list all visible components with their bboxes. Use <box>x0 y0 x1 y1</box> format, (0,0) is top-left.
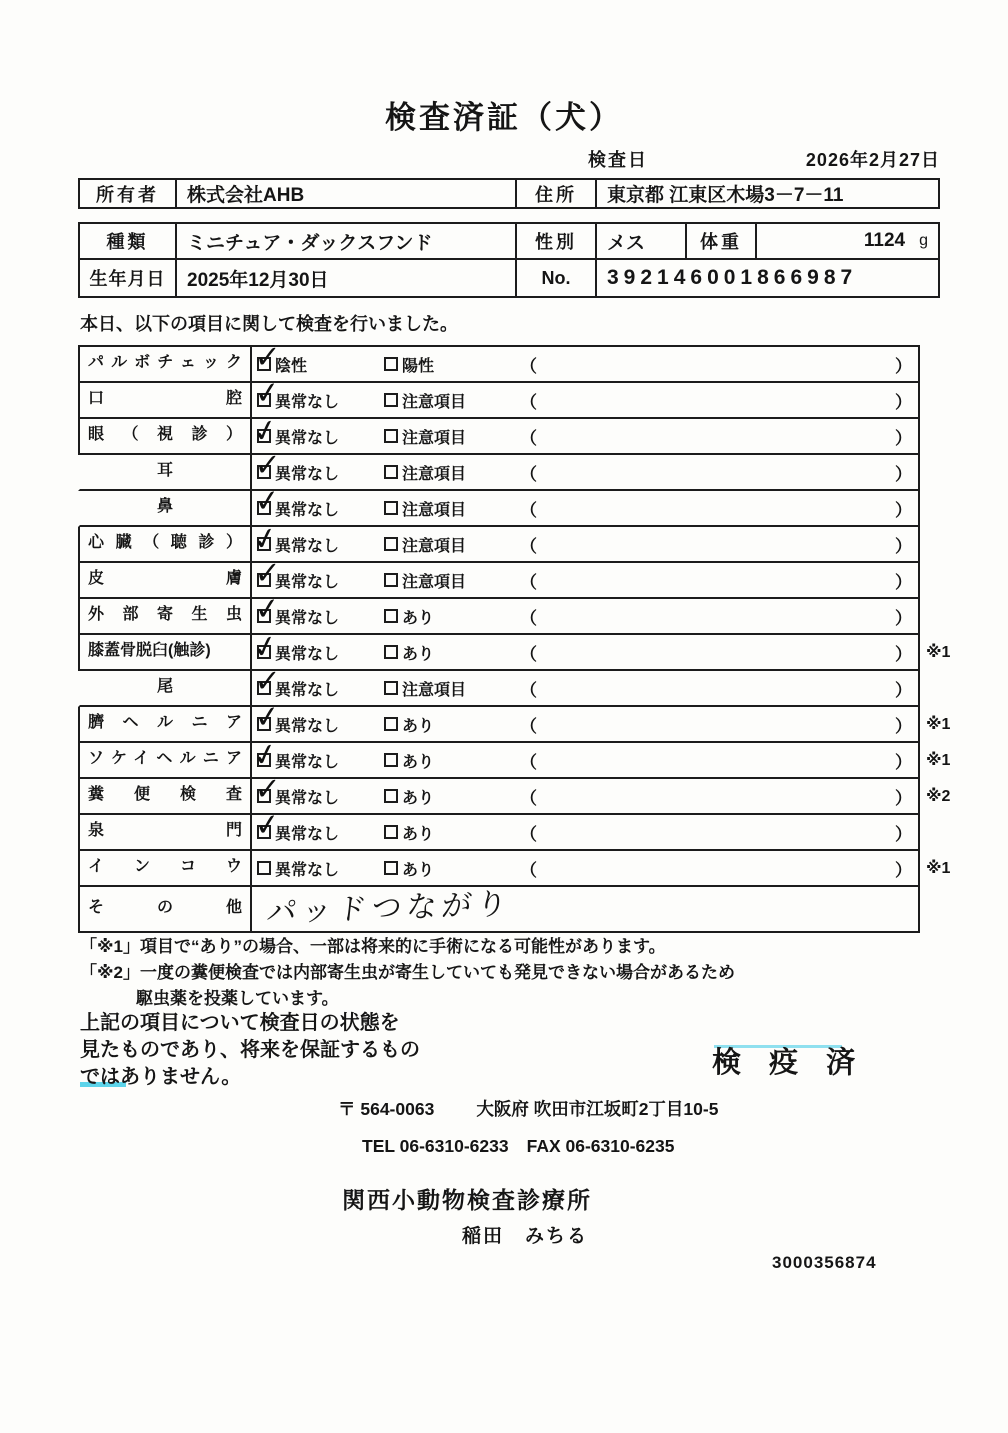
breed-label: 種類 <box>80 224 177 258</box>
result-option-2-label: あり <box>402 753 435 771</box>
inspection-date-value: 2026年2月27日 <box>805 150 940 170</box>
inspection-item-label: 耳 <box>80 455 252 489</box>
result-option-2 <box>384 779 434 813</box>
disclaimer <box>80 1010 420 1091</box>
remarks-field <box>520 383 912 417</box>
inspection-row <box>78 807 920 851</box>
result-option-2-label: 注意項目 <box>402 501 467 519</box>
inspection-result-area <box>249 628 918 669</box>
result-option-1-label: 異常なし <box>275 573 340 591</box>
result-option-2 <box>384 815 434 849</box>
disclaimer-line-1: 上記の項目について検査日の状態を <box>80 1012 400 1034</box>
result-option-2-label: 注意項目 <box>402 681 467 699</box>
remarks-field <box>520 671 912 705</box>
paren-close: ） <box>895 464 912 484</box>
result-option-1-label: 異常なし <box>275 429 340 447</box>
checkbox-icon <box>254 448 282 483</box>
paren-open: （ <box>520 572 537 592</box>
inspection-row <box>78 699 951 743</box>
inspection-result-area <box>249 520 918 561</box>
result-option-1 <box>253 699 340 741</box>
result-option-2 <box>384 419 466 453</box>
result-option-2 <box>384 455 466 489</box>
sex-value: メス <box>597 224 687 258</box>
result-option-2-label: あり <box>402 645 435 663</box>
checkbox-icon <box>253 591 282 628</box>
inspection-result-area <box>252 887 918 931</box>
remarks-field <box>520 635 912 669</box>
checkbox-icon <box>254 556 282 591</box>
remarks-field <box>520 491 912 525</box>
owner-info-table <box>78 178 940 209</box>
inspection-result-area <box>252 340 918 381</box>
result-option-1-label: 異常なし <box>275 753 340 771</box>
paren-close: ） <box>895 788 912 808</box>
checkbox-icon <box>249 520 282 559</box>
inspection-result-area <box>249 736 918 777</box>
result-option-1 <box>253 807 340 849</box>
checkmark-icon: ✓ <box>254 664 282 699</box>
paren-open: （ <box>520 824 537 844</box>
checkbox-icon <box>384 429 398 443</box>
handwritten-note: パッドつながり <box>264 887 514 930</box>
result-option-2-label: 注意項目 <box>402 429 467 447</box>
paren-close: ） <box>895 608 912 628</box>
result-option-1-label: 異常なし <box>275 861 340 879</box>
checkbox-icon <box>384 393 398 407</box>
breed-value: ミニチュア・ダックスフンド <box>177 224 517 258</box>
paren-open: （ <box>520 428 537 448</box>
paren-close: ） <box>895 680 912 700</box>
clinic-postal-code: 〒 564-0063 <box>338 1099 435 1119</box>
result-option-2-label: あり <box>402 789 435 807</box>
paren-close: ） <box>895 536 912 556</box>
result-option-2 <box>384 743 434 777</box>
result-option-2-label: あり <box>402 825 435 843</box>
quarantine-stamp: 検 疫 済 <box>712 1047 866 1079</box>
result-option-2 <box>384 527 466 561</box>
checkbox-icon <box>384 681 398 695</box>
checkmark-icon: ✓ <box>249 736 282 775</box>
checkbox-icon <box>384 789 398 803</box>
checkbox-icon <box>254 772 282 807</box>
checkbox-icon <box>384 501 398 515</box>
inspection-item-label: 眼（視診） <box>80 419 252 453</box>
result-option-1-label: 異常なし <box>275 717 340 735</box>
footnote-mark: ※1 <box>926 644 951 661</box>
weight-label: 体重 <box>687 224 757 258</box>
inspection-row <box>78 887 920 933</box>
result-option-1-label: 異常なし <box>275 501 340 519</box>
checkmark-icon: ✓ <box>249 412 282 451</box>
result-option-2 <box>384 635 434 669</box>
clinic-tel: TEL 06-6310-6233 <box>362 1136 509 1156</box>
result-option-1-label: 異常なし <box>275 465 340 483</box>
inspection-result-area <box>249 412 918 453</box>
inspection-row <box>78 664 920 707</box>
result-option-1-label: 異常なし <box>275 393 340 411</box>
checkbox-icon <box>253 699 282 736</box>
checkmark-icon: ✓ <box>249 628 282 667</box>
inspection-result-area <box>252 483 918 525</box>
checkbox-icon <box>384 465 398 479</box>
inspection-item-label: 尾 <box>80 671 252 705</box>
checkbox-icon <box>384 717 398 731</box>
inspection-item-label: ソケイヘルニア <box>80 743 252 777</box>
inspection-row <box>78 628 951 671</box>
inspection-row <box>78 772 951 815</box>
footnote-mark: ※1 <box>926 716 951 733</box>
result-option-2-label: あり <box>402 861 435 879</box>
result-option-1 <box>257 851 339 885</box>
remarks-field <box>520 527 912 561</box>
result-option-2-label: 注意項目 <box>402 537 467 555</box>
result-option-1 <box>253 591 340 633</box>
clinic-fax: FAX 06-6310-6235 <box>526 1136 675 1156</box>
inspection-item-label: 鼻 <box>80 491 252 525</box>
weight-value: 1124 <box>863 230 906 251</box>
inspection-item-label: 口腔 <box>80 383 252 417</box>
result-option-2 <box>384 491 466 525</box>
footnote-2-continued: 駆虫薬を投薬しています。 <box>136 989 339 1008</box>
result-option-2-label: 陽性 <box>402 357 435 375</box>
checkbox-icon <box>253 375 282 412</box>
result-option-2 <box>384 671 466 705</box>
clinic-contact-line <box>362 1136 674 1157</box>
result-option-2 <box>384 563 466 597</box>
checkmark-icon: ✓ <box>254 448 282 483</box>
result-option-2 <box>384 707 434 741</box>
owner-value: 株式会社AHB <box>177 180 517 207</box>
paren-open: （ <box>520 716 537 736</box>
inspection-row <box>78 448 920 491</box>
remarks-field <box>520 599 912 633</box>
result-option-2 <box>384 599 434 633</box>
remarks-field <box>520 563 912 597</box>
clinic-address-line <box>338 1096 718 1121</box>
inspection-result-area <box>252 699 918 741</box>
paren-close: ） <box>895 572 912 592</box>
remarks-field <box>520 707 912 741</box>
checkmark-icon: ✓ <box>253 483 282 520</box>
paren-open: （ <box>520 752 537 772</box>
id-number-label: No. <box>517 260 597 296</box>
inspection-result-area <box>252 375 918 417</box>
checkmark-icon: ✓ <box>253 807 282 844</box>
checkbox-icon <box>384 753 398 767</box>
remarks-field <box>520 779 912 813</box>
footnotes <box>80 934 735 1012</box>
clinic-address: 大阪府 吹田市江坂町2丁目10-5 <box>476 1099 719 1119</box>
inspection-row <box>78 556 920 599</box>
inspection-row <box>78 375 920 419</box>
clinic-name: 関西小動物検査診療所 <box>342 1187 592 1213</box>
inspection-row <box>78 736 951 779</box>
inspection-row <box>78 412 920 455</box>
inspection-item-label: インコウ <box>80 851 252 885</box>
inspection-item-label: 臍ヘルニア <box>80 707 252 741</box>
inspection-date-label: 検査日 <box>588 150 648 170</box>
result-option-2 <box>384 851 434 885</box>
checkmark-icon: ✓ <box>253 591 282 628</box>
inspection-row <box>78 520 920 563</box>
checkmark-icon: ✓ <box>253 699 282 736</box>
address-label: 住所 <box>517 180 597 207</box>
checkmark-icon: ✓ <box>249 520 282 559</box>
inspection-result-area <box>252 556 918 597</box>
result-option-1 <box>253 483 340 525</box>
paren-close: ） <box>895 752 912 772</box>
weight-cell <box>757 224 938 258</box>
paren-open: （ <box>520 392 537 412</box>
checkbox-icon <box>254 340 282 375</box>
inspection-item-label: 外部寄生虫 <box>80 599 252 633</box>
footnote-2: 「※2」一度の糞便検査では内部寄生虫が寄生していても発見できない場合があるため <box>80 963 735 982</box>
paren-open: （ <box>520 788 537 808</box>
result-option-1-label: 異常なし <box>275 681 340 699</box>
checkbox-icon <box>384 645 398 659</box>
checkbox-icon <box>384 573 398 587</box>
checkbox-icon <box>254 664 282 699</box>
paren-close: ） <box>895 428 912 448</box>
paren-open: （ <box>520 536 537 556</box>
owner-label: 所有者 <box>80 180 177 207</box>
paren-close: ） <box>895 500 912 520</box>
inspection-row <box>78 483 920 527</box>
id-number-value: 392146001866987 <box>607 266 858 289</box>
paren-open: （ <box>520 500 537 520</box>
result-option-2-label: 注意項目 <box>402 393 467 411</box>
inspection-result-area <box>252 591 918 633</box>
inspection-item-label: 皮膚 <box>80 563 252 597</box>
checkbox-icon <box>384 825 398 839</box>
disclaimer-line-2: 見たものであり、将来を保証するもの <box>80 1039 420 1061</box>
remarks-field <box>520 743 912 777</box>
paren-open: （ <box>520 608 537 628</box>
document-number: 3000356874 <box>772 1253 877 1272</box>
inspection-item-label: 心臓（聴診） <box>80 527 252 561</box>
result-option-2-label: あり <box>402 717 435 735</box>
checkbox-icon <box>257 861 271 875</box>
checkmark-icon: ✓ <box>253 375 282 412</box>
result-option-2 <box>384 347 434 381</box>
address-value: 東京都 江東区木場3－7－11 <box>607 185 844 206</box>
checkbox-icon <box>384 609 398 623</box>
checkbox-icon <box>384 537 398 551</box>
sex-label: 性別 <box>517 224 597 258</box>
paren-open: （ <box>520 464 537 484</box>
checkbox-icon <box>253 483 282 520</box>
checkbox-icon <box>249 736 282 775</box>
inspection-table <box>78 340 951 933</box>
checkbox-icon <box>249 628 282 667</box>
result-option-1-label: 異常なし <box>275 825 340 843</box>
checkbox-icon <box>384 357 398 371</box>
inspection-item-label: その他 <box>80 887 252 931</box>
paren-close: ） <box>895 392 912 412</box>
paren-close: ） <box>895 644 912 664</box>
checkmark-icon: ✓ <box>254 772 282 807</box>
paren-open: （ <box>520 644 537 664</box>
result-option-1 <box>253 375 340 417</box>
paren-close: ） <box>895 860 912 880</box>
result-option-1-label: 異常なし <box>275 789 340 807</box>
intro-text: 本日、以下の項目に関して検査を行いました。 <box>80 314 458 334</box>
result-option-1-label: 異常なし <box>275 645 340 663</box>
remarks-field <box>520 419 912 453</box>
checkbox-icon <box>384 861 398 875</box>
inspection-item-label: 泉門 <box>80 815 252 849</box>
paren-open: （ <box>520 680 537 700</box>
result-option-2-label: 注意項目 <box>402 465 467 483</box>
inspection-row <box>78 340 920 383</box>
result-option-2-label: あり <box>402 609 435 627</box>
paren-open: （ <box>520 356 537 376</box>
paren-close: ） <box>895 716 912 736</box>
inspection-row <box>78 591 920 635</box>
footnote-mark: ※2 <box>926 788 951 805</box>
inspection-item-label: 膝蓋骨脱臼(触診) <box>80 635 252 669</box>
result-option-1-label: 異常なし <box>275 537 340 555</box>
inspection-result-area <box>252 772 918 813</box>
birthdate-row <box>80 260 938 296</box>
disclaimer-line-3: ではありません。 <box>80 1066 242 1088</box>
result-option-1-label: 陰性 <box>275 357 308 375</box>
result-option-1 <box>254 340 308 381</box>
inspection-result-area <box>252 807 918 849</box>
checkbox-icon <box>253 807 282 844</box>
remarks-field <box>520 851 912 885</box>
footnote-mark: ※1 <box>926 752 951 769</box>
pet-info-table <box>78 222 940 298</box>
result-option-2-label: 注意項目 <box>402 573 467 591</box>
inspection-result-area <box>252 851 918 885</box>
remarks-field <box>520 347 912 381</box>
paren-open: （ <box>520 860 537 880</box>
veterinarian-name: 稲田 みちる <box>462 1226 589 1247</box>
page-title: 検査済証（犬） <box>385 100 623 135</box>
inspection-item-label: パルボチェック <box>80 347 252 381</box>
inspection-result-area <box>252 448 918 489</box>
birthdate-value: 2025年12月30日 <box>177 260 517 296</box>
weight-unit: g <box>919 232 928 249</box>
footnote-mark: ※1 <box>926 860 951 877</box>
remarks-field <box>520 815 912 849</box>
checkbox-icon <box>249 412 282 451</box>
birthdate-label: 生年月日 <box>80 260 177 296</box>
paren-close: ） <box>895 356 912 376</box>
remarks-field <box>520 455 912 489</box>
breed-row <box>80 224 938 260</box>
inspection-result-area <box>252 664 918 705</box>
paren-close: ） <box>895 824 912 844</box>
inspection-item-label: 糞便検査 <box>80 779 252 813</box>
footnote-1: 「※1」項目で“あり”の場合、一部は将来的に手術になる可能性があります。 <box>80 937 666 956</box>
result-option-2 <box>384 383 466 417</box>
checkmark-icon: ✓ <box>254 556 282 591</box>
result-option-1-label: 異常なし <box>275 609 340 627</box>
checkmark-icon: ✓ <box>254 340 282 375</box>
